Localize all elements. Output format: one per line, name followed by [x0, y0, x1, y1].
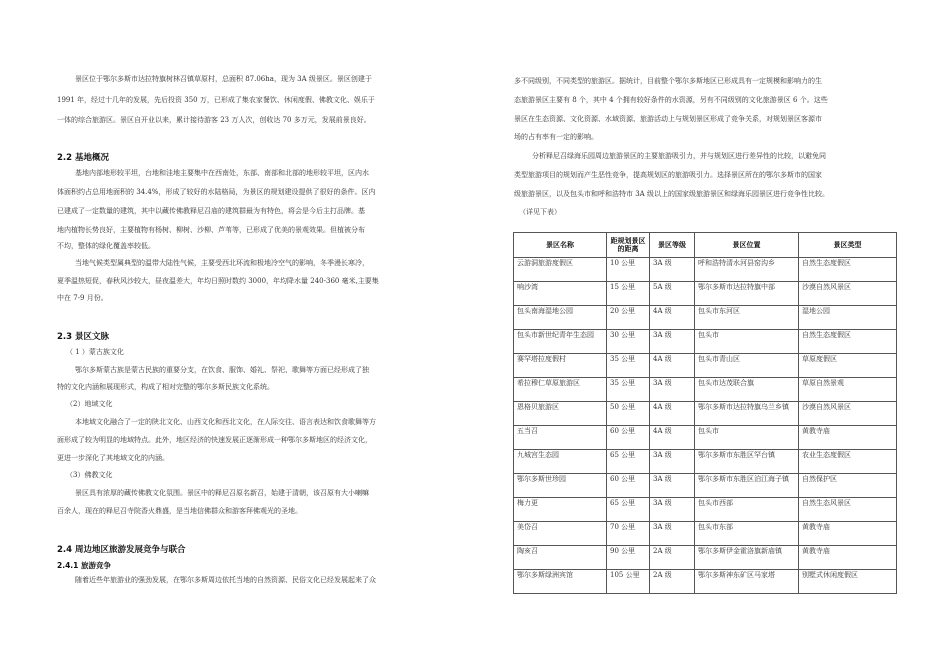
cell-name: 云游洞旅游度假区 — [514, 258, 607, 282]
cell-type: 沙漠自然风景区 — [799, 282, 897, 306]
cell-distance: 20 公里 — [607, 306, 650, 330]
right-p1-line-2: 态旅游景区主要有 8 个，其中 4 个拥有较好条件的水资源，另有不同级别的文化旅游景区 6 个。这些 — [514, 96, 828, 104]
s23-p1-line-2: 特的文化内涵和展现形式，构成了相对完整的鄂尔多斯民族文化系统。 — [57, 383, 274, 391]
cell-grade: 3A 级 — [650, 522, 695, 546]
s22-line-7: 夏季温热短促，春秋风沙较大，昼夜温差大，年均日照时数约 3000，年均降水量 240-360 毫米,主要集 — [57, 277, 379, 285]
cell-name: 赛罕塔拉度假村 — [514, 354, 607, 378]
s22-line-1: 基地内部地形较平坦，台地和洼地主要集中在西南处，东部、南部和北部的地形较平坦，区内水 — [75, 169, 369, 177]
cell-grade: 4A 级 — [650, 306, 695, 330]
cell-type: 黄教寺庙 — [799, 426, 897, 450]
table-row — [514, 258, 897, 282]
cell-type: 沙漠自然风景区 — [799, 402, 897, 426]
cell-type: 黄教寺庙 — [799, 546, 897, 570]
cell-location: 鄂尔多斯伊金霍洛旗新庙镇 — [695, 546, 799, 570]
cell-name: 恩格贝旅游区 — [514, 402, 607, 426]
s22-line-6: 当地气候类型属典型的温带大陆性气候，主要受西北环流和极地冷空气的影响，冬季漫长寒冷， — [75, 259, 369, 267]
right-p2-line-3: 级旅游景区，以及包头市和呼和浩特市 3A 级以上的国家级旅游景区和绿海乐园景区进行竞争性比较。 — [514, 190, 829, 198]
table-row — [514, 402, 897, 426]
cell-location: 包头市东河区 — [695, 306, 799, 330]
cell-name: 陶亥召 — [514, 546, 607, 570]
cell-type: 农业生态度假区 — [799, 450, 897, 474]
section-2-3-heading: 2.3 景区文脉 — [57, 332, 110, 342]
right-p2-line-1: 分析释尼召绿海乐园周边旅游景区的主要旅游吸引力，并与规划区进行差异性的比较，以避免同 — [532, 152, 826, 160]
s23-p2-line-3: 更进一步深化了其地域文化的内涵。 — [57, 454, 169, 462]
right-p1-line-4: 场的占有率有一定的影响。 — [514, 133, 598, 141]
s23-sub-2: （2）地域文化 — [66, 400, 113, 408]
col-header-distance: 距规划景区的距离 — [607, 233, 650, 258]
right-p3: （详见下表） — [519, 208, 561, 216]
table-header-row — [514, 233, 897, 258]
table-body — [514, 258, 897, 594]
cell-name: 五当召 — [514, 426, 607, 450]
cell-location: 包头市东部 — [695, 522, 799, 546]
cell-name: 包头市新世纪青年生态园 — [514, 330, 607, 354]
cell-grade: 3A 级 — [650, 258, 695, 282]
cell-grade: 2A 级 — [650, 570, 695, 594]
cell-type: 黄教寺庙 — [799, 522, 897, 546]
cell-grade: 3A 级 — [650, 450, 695, 474]
s22-line-8: 中在 7-9 月份。 — [57, 294, 108, 302]
table-row — [514, 354, 897, 378]
table-row — [514, 546, 897, 570]
cell-location: 鄂尔多斯市东胜区泊江海子镇 — [695, 474, 799, 498]
table-row — [514, 426, 897, 450]
cell-distance: 50 公里 — [607, 402, 650, 426]
table-row — [514, 474, 897, 498]
s23-p3-line-1: 景区具有浓厚的藏传佛教文化氛围。景区中的释尼召原名新召，始建于清朝，该召原有大小喇嘛 — [75, 489, 369, 497]
section-2-4-heading: 2.4 周边地区旅游发展竞争与联合 — [57, 545, 186, 555]
cell-distance: 35 公里 — [607, 378, 650, 402]
cell-type: 自然保护区 — [799, 474, 897, 498]
cell-distance: 10 公里 — [607, 258, 650, 282]
cell-type: 自然生态度假区 — [799, 330, 897, 354]
cell-distance: 60 公里 — [607, 426, 650, 450]
cell-type: 湿地公园 — [799, 306, 897, 330]
cell-name: 鄂尔多斯世珍园 — [514, 474, 607, 498]
cell-grade: 3A 级 — [650, 474, 695, 498]
cell-name: 鄂尔多斯绿洲宾馆 — [514, 570, 607, 594]
cell-type: 草原自然景观 — [799, 378, 897, 402]
table-row — [514, 282, 897, 306]
right-p1-line-1: 多不同级别，不同类型的旅游区。据统计，目前整个鄂尔多斯地区已形成具有一定规模和影响力的生 — [514, 77, 822, 85]
cell-distance: 30 公里 — [607, 330, 650, 354]
cell-type: 别墅式休闲度假区 — [799, 570, 897, 594]
scenic-area-comparison-table — [513, 232, 897, 594]
cell-location: 呼和浩特清水河县窑沟乡 — [695, 258, 799, 282]
col-header-name: 景区名称 — [514, 233, 607, 258]
s23-p2-line-2: 面形成了较为明显的地域特点。此外，地区经济的快速发展正逐渐形成一种鄂尔多斯地区的经济文化， — [57, 436, 372, 444]
cell-name: 包头南海湿地公园 — [514, 306, 607, 330]
cell-grade: 3A 级 — [650, 330, 695, 354]
col-header-type: 景区类型 — [799, 233, 897, 258]
cell-grade: 5A 级 — [650, 282, 695, 306]
s23-sub-1: （ 1 ）蒙古族文化 — [66, 348, 124, 356]
section-2-4-1-heading: 2.4.1 旅游竞争 — [57, 561, 111, 570]
cell-location: 包头市 — [695, 330, 799, 354]
s22-line-5: 不均，整体的绿化覆盖率较低。 — [57, 242, 155, 250]
cell-type: 自然生态风景区 — [799, 498, 897, 522]
col-header-location: 景区位置 — [695, 233, 799, 258]
s23-p1-line-1: 鄂尔多斯蒙古族是蒙古民族的重要分支，在饮食、服饰、婚礼、祭祀、歌舞等方面已经形成了独 — [75, 366, 369, 374]
cell-distance: 90 公里 — [607, 546, 650, 570]
cell-grade: 4A 级 — [650, 354, 695, 378]
cell-distance: 35 公里 — [607, 354, 650, 378]
cell-name: 美岱召 — [514, 522, 607, 546]
cell-distance: 65 公里 — [607, 498, 650, 522]
cell-grade: 2A 级 — [650, 546, 695, 570]
table-row — [514, 330, 897, 354]
cell-location: 鄂尔多斯市达拉特旗乌兰乡镇 — [695, 402, 799, 426]
cell-location: 包头市西部 — [695, 498, 799, 522]
cell-location: 包头市 — [695, 426, 799, 450]
cell-grade: 3A 级 — [650, 378, 695, 402]
cell-type: 草原度假区 — [799, 354, 897, 378]
table-row — [514, 570, 897, 594]
cell-location: 鄂尔多斯神东矿区马家塔 — [695, 570, 799, 594]
cell-distance: 70 公里 — [607, 522, 650, 546]
cell-location: 鄂尔多斯市达拉特旗中部 — [695, 282, 799, 306]
s22-line-4: 地内植物长势良好，主要植物有杨树、柳树、沙柳、芦苇等，已形成了优美的景观效果。但植被分布 — [57, 226, 365, 234]
right-p1-line-3: 景区在生态资源、文化资源、水域资源、旅游活动上与规划景区形成了竞争关系，对规划景区客源市 — [514, 115, 822, 123]
s22-line-2: 体面积约占总用地面积的 34.4%，形成了较好的水陆格局，为景区的规划建设提供了很好的条件。区内 — [57, 188, 376, 196]
cell-name: 梅力更 — [514, 498, 607, 522]
cell-grade: 4A 级 — [650, 426, 695, 450]
intro-line-3: 一体的综合旅游区。景区自开业以来，累计接待游客 23 万人次，创收达 70 多万元，发展前景良好。 — [57, 116, 371, 124]
cell-distance: 60 公里 — [607, 474, 650, 498]
cell-grade: 3A 级 — [650, 498, 695, 522]
s23-p2-line-1: 本地域文化融合了一定的陕北文化、山西文化和西北文化，在人际交往、语言表达和饮食歌舞等方 — [75, 418, 376, 426]
cell-type: 自然生态度假区 — [799, 258, 897, 282]
cell-distance: 105 公里 — [607, 570, 650, 594]
s22-line-3: 已建成了一定数量的建筑，其中以藏传佛教释尼召庙的建筑群最为有特色，将会是今后主打品牌。基 — [57, 207, 365, 215]
table-row — [514, 306, 897, 330]
cell-name: 希拉穆仁草原旅游区 — [514, 378, 607, 402]
cell-location: 包头市达茂联合旗 — [695, 378, 799, 402]
s23-sub-3: （3）佛教文化 — [66, 471, 113, 479]
table-row — [514, 450, 897, 474]
intro-line-2: 1991 年，经过十几年的发展，先后投资 350 万，已形成了集农家餐饮、休闲度假、佛教文化、娱乐于 — [57, 96, 375, 104]
cell-distance: 15 公里 — [607, 282, 650, 306]
cell-location: 鄂尔多斯市东胜区罕台镇 — [695, 450, 799, 474]
cell-name: 九城宫生态园 — [514, 450, 607, 474]
right-p2-line-2: 类型旅游项目的规划而产生恶性竞争，提高规划区的旅游吸引力。选择景区所在的鄂尔多斯市的国家 — [514, 171, 822, 179]
s23-p3-line-2: 百余人，现在的释尼召寺院香火鼎盛，是当地信佛群众和游客拜佛观光的圣地。 — [57, 507, 302, 515]
col-header-grade: 景区等级 — [650, 233, 695, 258]
cell-distance: 65 公里 — [607, 450, 650, 474]
table-row — [514, 378, 897, 402]
table-row — [514, 522, 897, 546]
cell-location: 包头市青山区 — [695, 354, 799, 378]
cell-name: 响沙湾 — [514, 282, 607, 306]
section-2-2-heading: 2.2 基地概况 — [57, 153, 110, 163]
intro-line-1: 景区位于鄂尔多斯市达拉特旗树林召镇草原村，总面积 87.06ha，现为 3A 级景区。景区创建于 — [75, 75, 372, 83]
cell-grade: 4A 级 — [650, 402, 695, 426]
table-row — [514, 498, 897, 522]
s241-line-1: 随着近些年旅游业的强劲发展，在鄂尔多斯周边依托当地的自然资源、民俗文化已经发展起来了众 — [75, 576, 376, 584]
